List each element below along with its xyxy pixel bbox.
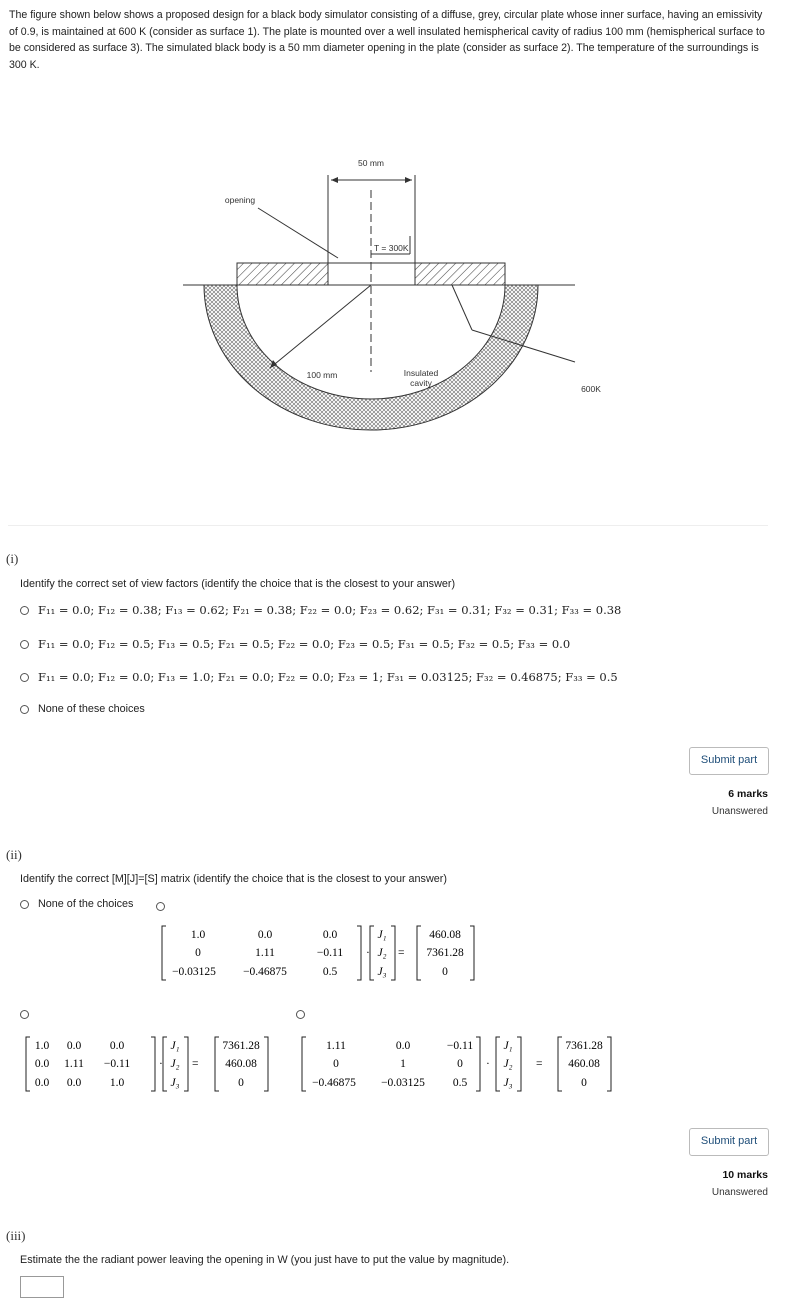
svg-text:−0.46875: −0.46875 xyxy=(243,966,287,978)
svg-text:·: · xyxy=(486,1058,490,1070)
plate-right xyxy=(415,263,505,285)
insulated-shell xyxy=(204,285,538,430)
svg-text:J₃: J₃ xyxy=(503,1077,513,1089)
insulated-label: Insulated xyxy=(403,368,439,378)
part-number: (i) xyxy=(6,551,19,566)
svg-text:0.0: 0.0 xyxy=(257,929,273,941)
svg-text:0.0: 0.0 xyxy=(395,1040,411,1052)
svg-text:460.08: 460.08 xyxy=(568,1058,600,1070)
svg-text:1.11: 1.11 xyxy=(255,947,275,959)
svg-text:=: = xyxy=(398,947,405,959)
svg-text:=: = xyxy=(192,1058,199,1070)
radio-button[interactable] xyxy=(20,1010,29,1019)
svg-text:1.0: 1.0 xyxy=(190,929,206,941)
submit-part-button[interactable]: Submit part xyxy=(689,747,769,775)
opening-label: opening xyxy=(224,195,256,205)
svg-text:−0.03125: −0.03125 xyxy=(172,966,216,978)
svg-text:−0.11: −0.11 xyxy=(446,1040,474,1052)
plate-temp-label: 600K xyxy=(581,384,601,394)
matrix-equation-c xyxy=(300,1035,620,1093)
radius-label: 100 mm xyxy=(306,370,338,380)
svg-text:0: 0 xyxy=(238,1077,244,1089)
option-label: F₁₁ = 0.0; F₁₂ = 0.38; F₁₃ = 0.62; F₂₁ = 0.38; F₂₂ = 0.0; F₂₃ = 0.62; F₃₁ = 0.31; F₃₂ = 0.31; F₃₃ = 0.38 xyxy=(38,603,622,617)
radio-button[interactable] xyxy=(20,705,29,714)
cavity-label: cavity xyxy=(410,378,432,388)
svg-text:0: 0 xyxy=(333,1058,339,1070)
matrix-equation-a xyxy=(160,924,480,982)
svg-text:J₂: J₂ xyxy=(377,947,387,959)
question-text: Estimate the the radiant power leaving the opening in W (you just have to put the value by magnitude). xyxy=(20,1254,510,1266)
svg-text:=: = xyxy=(536,1058,543,1070)
svg-text:1.11: 1.11 xyxy=(326,1040,346,1052)
svg-text:·: · xyxy=(159,1058,163,1070)
svg-text:7361.28: 7361.28 xyxy=(565,1040,603,1052)
svg-text:460.08: 460.08 xyxy=(429,929,461,941)
svg-text:−0.03125: −0.03125 xyxy=(381,1077,425,1089)
svg-text:J₃: J₃ xyxy=(377,966,387,978)
svg-text:0.0: 0.0 xyxy=(66,1040,82,1052)
answer-input[interactable] xyxy=(20,1276,64,1298)
status-label: Unanswered xyxy=(711,806,768,817)
option-label: None of these choices xyxy=(38,703,145,715)
svg-text:J₃: J₃ xyxy=(170,1077,180,1089)
submit-part-button[interactable]: Submit part xyxy=(689,1128,769,1156)
svg-text:0: 0 xyxy=(457,1058,463,1070)
dim-label: 50 mm xyxy=(358,158,384,168)
svg-text:0.0: 0.0 xyxy=(34,1077,50,1089)
svg-text:J₂: J₂ xyxy=(170,1058,180,1070)
radio-button[interactable] xyxy=(20,606,29,615)
svg-text:0.0: 0.0 xyxy=(322,929,338,941)
svg-text:−0.11: −0.11 xyxy=(316,947,344,959)
choice-option[interactable] xyxy=(20,603,621,617)
marks-label: 6 marks xyxy=(728,788,768,800)
choice-option[interactable] xyxy=(20,898,133,910)
svg-text:0: 0 xyxy=(195,947,201,959)
svg-text:0.0: 0.0 xyxy=(66,1077,82,1089)
svg-text:460.08: 460.08 xyxy=(225,1058,257,1070)
svg-text:0.0: 0.0 xyxy=(34,1058,50,1070)
svg-text:1.0: 1.0 xyxy=(34,1040,50,1052)
status-label: Unanswered xyxy=(711,1187,768,1198)
black-body-diagram xyxy=(0,150,806,450)
svg-text:7361.28: 7361.28 xyxy=(426,947,464,959)
svg-text:0: 0 xyxy=(442,966,448,978)
radio-button[interactable] xyxy=(156,902,165,911)
choice-option[interactable] xyxy=(20,703,145,715)
question-text: Identify the correct [M][J]=[S] matrix (identify the choice that is the closest to your answer) xyxy=(20,873,447,885)
marks-label: 10 marks xyxy=(722,1169,768,1181)
svg-text:1: 1 xyxy=(400,1058,406,1070)
svg-text:−0.46875: −0.46875 xyxy=(312,1077,356,1089)
divider xyxy=(8,525,768,526)
svg-text:1.11: 1.11 xyxy=(64,1058,84,1070)
svg-text:0: 0 xyxy=(581,1077,587,1089)
svg-text:J₁: J₁ xyxy=(503,1040,513,1052)
question-text: Identify the correct set of view factors (identify the choice that is the closest to your answer) xyxy=(20,578,456,590)
temperature-label: T = 300K xyxy=(374,243,409,253)
svg-text:J₂: J₂ xyxy=(503,1058,513,1070)
svg-text:1.0: 1.0 xyxy=(109,1077,125,1089)
svg-text:0.0: 0.0 xyxy=(109,1040,125,1052)
svg-text:·: · xyxy=(366,947,370,959)
option-label: F₁₁ = 0.0; F₁₂ = 0.5; F₁₃ = 0.5; F₂₁ = 0.5; F₂₂ = 0.0; F₂₃ = 0.5; F₃₁ = 0.5; F₃₂ = 0.5; F₃₃ = 0.0 xyxy=(38,637,571,651)
svg-text:J₁: J₁ xyxy=(377,929,387,941)
problem-statement: The figure shown below shows a proposed design for a black body simulator consisting of a diffuse, grey, circular plate whose inner surface, having an emissivity of 0.9, is maintained at 600 K (consider as surface 1). The plate is mounted over a well insulated hemispherical cavity of radius 100 mm (hemispherical surface to be considered as surface 3). The simulated black body is a 50 mm diameter opening in the plate (consider as surface 2). The temperature of the surroundings is 300 K. xyxy=(9,9,765,71)
svg-text:J₁: J₁ xyxy=(170,1040,180,1052)
svg-text:0.5: 0.5 xyxy=(322,966,338,978)
part-number: (ii) xyxy=(6,847,22,862)
option-label: F₁₁ = 0.0; F₁₂ = 0.0; F₁₃ = 1.0; F₂₁ = 0.0; F₂₂ = 0.0; F₂₃ = 1; F₃₁ = 0.03125; F₃₂ = 0.46875; F₃₃ = 0.5 xyxy=(38,670,618,684)
radio-button[interactable] xyxy=(20,900,29,909)
matrix-equation-b xyxy=(24,1035,274,1093)
svg-text:7361.28: 7361.28 xyxy=(222,1040,260,1052)
part-number: (iii) xyxy=(6,1228,26,1243)
choice-option[interactable] xyxy=(20,637,570,651)
svg-text:−0.11: −0.11 xyxy=(103,1058,131,1070)
radio-button[interactable] xyxy=(20,640,29,649)
plate-left xyxy=(237,263,328,285)
radio-button[interactable] xyxy=(20,673,29,682)
choice-option[interactable] xyxy=(20,670,618,684)
option-label: None of the choices xyxy=(38,898,134,910)
radio-button[interactable] xyxy=(296,1010,305,1019)
svg-text:0.5: 0.5 xyxy=(452,1077,468,1089)
